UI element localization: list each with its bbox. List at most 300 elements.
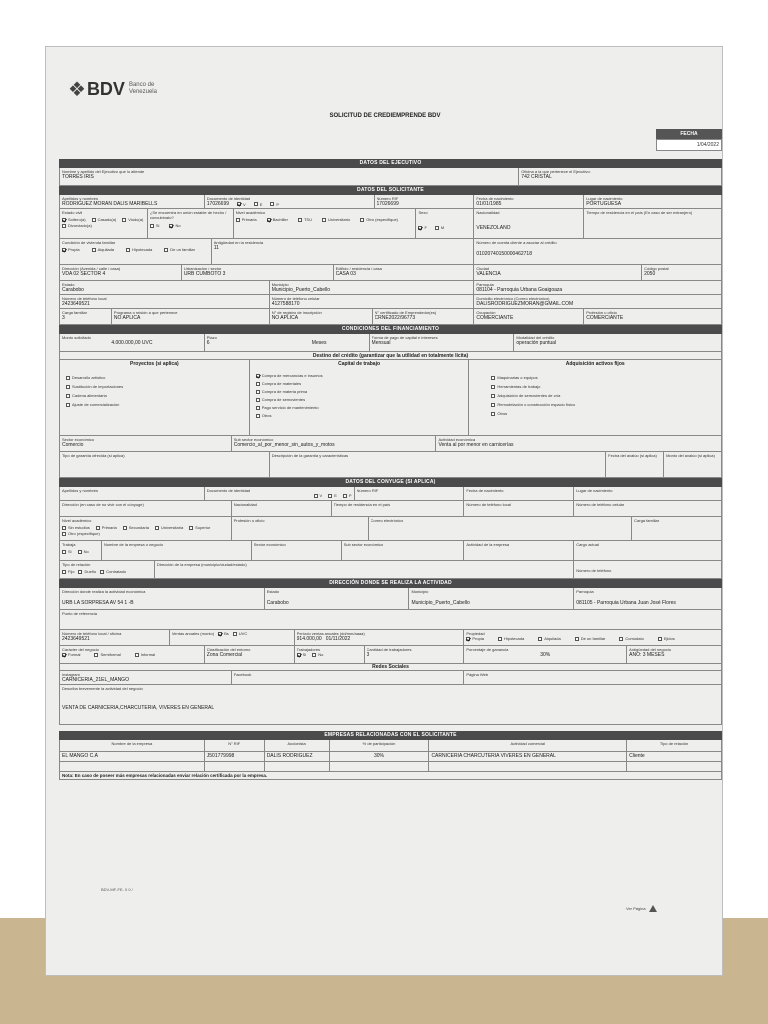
field-value: NO APLICA bbox=[271, 315, 299, 321]
table-cell[interactable] bbox=[265, 752, 330, 762]
conyuge-empresa-field[interactable] bbox=[102, 541, 252, 561]
field-value: DALISRODRIGUEZMORAN@GMAIL.COM bbox=[476, 301, 574, 307]
option-label: Primaria bbox=[241, 217, 257, 222]
conyuge-carga-field[interactable] bbox=[632, 517, 722, 541]
subsector-field[interactable] bbox=[232, 436, 437, 452]
option-label: No bbox=[318, 652, 324, 657]
field-value: Comercio bbox=[62, 442, 84, 448]
field-value: VDA 02 SECTOR 4 bbox=[62, 271, 106, 277]
field-label: Tipo de relación bbox=[62, 562, 91, 567]
field-label: Monto del avalúo (si aplica) bbox=[666, 453, 715, 458]
proyecto-option[interactable] bbox=[66, 384, 247, 389]
direccion-field[interactable] bbox=[60, 265, 182, 281]
field-value: Comercio_al_por_menor_sin_autos_y_motos bbox=[233, 442, 335, 448]
estado-field[interactable] bbox=[60, 281, 270, 295]
field-label: Fecha de nacimiento bbox=[466, 488, 504, 493]
urbanizacion-field[interactable] bbox=[182, 265, 334, 281]
propiedad-option[interactable] bbox=[658, 636, 675, 641]
field-value: VENTA DE CARNICERIA,CHARCUTERIA, VIVERES EN GENERAL bbox=[62, 705, 215, 711]
table-cell[interactable] bbox=[205, 762, 265, 772]
field-label: Número RIF bbox=[356, 488, 379, 493]
trabajadores-field[interactable] bbox=[295, 646, 365, 664]
table-cell[interactable] bbox=[627, 762, 722, 772]
table-cell[interactable] bbox=[627, 752, 722, 762]
ventas-option-bs[interactable] bbox=[218, 631, 229, 636]
facebook-field[interactable] bbox=[232, 671, 465, 685]
column-header bbox=[330, 740, 430, 752]
option-label: F bbox=[424, 225, 427, 230]
capital-title: Capital de trabajo bbox=[338, 361, 381, 367]
trabaja-option-no[interactable] bbox=[78, 549, 89, 554]
field-value: 3 bbox=[62, 315, 65, 321]
conyuge-nivel-option[interactable] bbox=[62, 525, 90, 530]
estado-civil-field[interactable] bbox=[60, 209, 148, 239]
field-label: Ventas anuales (monto) bbox=[171, 631, 215, 636]
column-header bbox=[205, 740, 265, 752]
capital-option[interactable] bbox=[256, 389, 467, 394]
solicitante-nac-lugar-field[interactable] bbox=[584, 195, 722, 209]
parroquia-field[interactable] bbox=[474, 281, 722, 295]
conyuge-doc-field[interactable] bbox=[205, 487, 355, 501]
caracter-option[interactable] bbox=[62, 652, 80, 657]
field-label: Sub sector económico bbox=[233, 437, 274, 442]
propiedad-option[interactable] bbox=[575, 636, 606, 641]
trabajadores-option-si[interactable] bbox=[297, 652, 307, 657]
option-label: Universitario bbox=[327, 217, 351, 222]
residencia-field[interactable] bbox=[584, 209, 722, 239]
conyuge-nivel-field[interactable] bbox=[60, 517, 232, 541]
field-label: Clasificación del entorno bbox=[206, 647, 251, 652]
nivel-academico-field[interactable] bbox=[234, 209, 417, 239]
section-conyuge: DATOS DEL CONYUGE (SI APLICA) bbox=[59, 478, 722, 487]
monto-avaluo-field[interactable] bbox=[664, 452, 722, 478]
caracter-option[interactable] bbox=[94, 652, 120, 657]
clasificacion-field[interactable] bbox=[205, 646, 295, 664]
checkbox-icon bbox=[66, 403, 70, 407]
field-label: Parroquia bbox=[476, 282, 494, 287]
conyuge-doc-option[interactable] bbox=[328, 493, 337, 498]
activo-option[interactable] bbox=[491, 411, 719, 416]
conyuge-relacion-field[interactable] bbox=[60, 561, 155, 579]
field-label: Nivel académico bbox=[235, 210, 266, 215]
modalidad-field[interactable] bbox=[514, 334, 722, 352]
option-label: Compra de mercancías e insumos bbox=[261, 373, 323, 378]
checkbox-icon bbox=[169, 224, 173, 228]
activo-option[interactable] bbox=[491, 393, 719, 398]
option-label: De un familiar bbox=[580, 636, 606, 641]
civil-option[interactable] bbox=[62, 223, 92, 228]
field-label: Estado civil bbox=[62, 210, 83, 215]
field-label: Carácter del negocio bbox=[62, 647, 99, 652]
checkbox-icon bbox=[322, 218, 326, 222]
checkbox-icon bbox=[122, 218, 126, 222]
sexo-option-f[interactable] bbox=[418, 225, 426, 230]
field-label: Actividad económica bbox=[438, 437, 476, 442]
checkbox-icon bbox=[96, 526, 100, 530]
field-value: 2050 bbox=[644, 271, 656, 277]
actividad-municipio-field[interactable] bbox=[409, 588, 574, 610]
punto-referencia-field[interactable] bbox=[60, 610, 722, 630]
sector-field[interactable] bbox=[60, 436, 232, 452]
option-label: Ajuste de comercialización bbox=[72, 402, 120, 407]
solicitante-nombres-field[interactable] bbox=[60, 195, 205, 209]
vivienda-option[interactable] bbox=[126, 247, 152, 252]
field-value: 4.000.000,00 UVC bbox=[111, 340, 153, 346]
field-label: Nombre de la empresa o negocio bbox=[103, 542, 164, 547]
table-cell[interactable] bbox=[330, 762, 430, 772]
email-field[interactable] bbox=[474, 295, 722, 309]
field-value: 11 bbox=[213, 245, 219, 251]
antiguedad-residencia-field[interactable] bbox=[212, 239, 475, 265]
sexo-field[interactable] bbox=[416, 209, 474, 239]
date-box bbox=[656, 129, 722, 151]
table-cell[interactable] bbox=[330, 752, 430, 762]
section-financiamiento: CONDICIONES DEL FINANCIAMIENTO bbox=[59, 325, 722, 334]
capital-option[interactable] bbox=[256, 413, 467, 418]
relacion-option[interactable] bbox=[78, 569, 96, 574]
warning-triangle-icon bbox=[649, 905, 657, 912]
table-row bbox=[59, 752, 722, 762]
option-label: Primaria bbox=[101, 525, 117, 530]
nacionalidad-field[interactable] bbox=[474, 209, 584, 239]
field-label: Antigüedad del negocio bbox=[629, 647, 671, 652]
activos-fijos-field[interactable] bbox=[469, 360, 722, 436]
conyuge-nombres-field[interactable] bbox=[60, 487, 205, 501]
field-label: Número de cuenta cliente a asociar al crédito bbox=[476, 240, 557, 245]
cell-text: J501779998 bbox=[206, 753, 235, 759]
option-label: Bs bbox=[224, 631, 229, 636]
form-body bbox=[59, 159, 722, 780]
option-label: Remodelación o construcción espacio físico bbox=[497, 402, 576, 407]
solicitante-nac-fecha-field[interactable] bbox=[474, 195, 584, 209]
conyuge-nacionalidad-field[interactable] bbox=[232, 501, 332, 517]
option-label: Hipotecada bbox=[503, 636, 525, 641]
fecha-avaluo-field[interactable] bbox=[606, 452, 664, 478]
actividad-telefono-field[interactable] bbox=[60, 630, 170, 646]
conyuge-dir-empresa-field[interactable] bbox=[155, 561, 574, 579]
field-value: COMERCIANTE bbox=[476, 315, 514, 321]
conyuge-trabaja-field[interactable] bbox=[60, 541, 102, 561]
redes-title bbox=[60, 664, 722, 671]
capital-option[interactable] bbox=[256, 405, 467, 410]
proyecto-option[interactable] bbox=[66, 402, 247, 407]
certificado-field[interactable] bbox=[373, 309, 475, 325]
field-label: Correo electrónico bbox=[370, 518, 404, 523]
activo-option[interactable] bbox=[491, 375, 719, 380]
capital-option[interactable] bbox=[256, 381, 467, 386]
proyectos-field[interactable] bbox=[60, 360, 250, 436]
vivienda-option[interactable] bbox=[92, 247, 114, 252]
checkbox-icon bbox=[256, 406, 260, 410]
ejecutivo-name-field[interactable] bbox=[60, 168, 519, 186]
field-label: Oficina a la que pertenece el Ejecutivo: bbox=[521, 169, 591, 174]
conyuge-profesion-field[interactable] bbox=[232, 517, 369, 541]
cuenta-field[interactable] bbox=[474, 239, 722, 265]
proyecto-option[interactable] bbox=[66, 375, 247, 380]
civil-option[interactable] bbox=[62, 217, 86, 222]
field-value: RODRIGUEZ MORAN DALIS MARIBELLS bbox=[62, 201, 158, 207]
telefono-celular-field[interactable] bbox=[270, 295, 475, 309]
propiedad-field[interactable] bbox=[464, 630, 722, 646]
ver-pagina-label: Ver Página bbox=[626, 906, 646, 911]
checkbox-icon bbox=[343, 494, 347, 498]
propiedad-option[interactable] bbox=[538, 636, 560, 641]
option-label: Propia bbox=[68, 247, 80, 252]
checkbox-icon bbox=[62, 550, 66, 554]
conyuge-tel-field[interactable] bbox=[574, 561, 722, 579]
option-label: Pago servicio de mantenimiento bbox=[261, 405, 319, 410]
conyuge-direccion-field[interactable] bbox=[60, 501, 232, 517]
capital-trabajo-field[interactable] bbox=[250, 360, 470, 436]
conyuge-sector-field[interactable] bbox=[252, 541, 342, 561]
field-label: Profesión u oficio bbox=[586, 310, 617, 315]
field-value: Carabobo bbox=[62, 287, 84, 293]
sexo-option-m[interactable] bbox=[435, 225, 444, 230]
field-label: Instagram bbox=[62, 672, 80, 677]
propiedad-option[interactable] bbox=[619, 636, 643, 641]
checkbox-icon bbox=[62, 570, 66, 574]
option-label: No bbox=[83, 549, 89, 554]
carga-familiar-field[interactable] bbox=[60, 309, 112, 325]
field-label: Número RIF bbox=[376, 196, 399, 201]
codigo-postal-field[interactable] bbox=[642, 265, 722, 281]
field-label: Monto solicitado bbox=[62, 335, 91, 340]
checkbox-icon bbox=[466, 637, 470, 641]
doc-option-p[interactable] bbox=[270, 202, 279, 207]
checkbox-icon bbox=[100, 570, 104, 574]
conyuge-email-field[interactable] bbox=[369, 517, 633, 541]
checkbox-icon bbox=[256, 390, 260, 394]
option-label: Desarrollo artístico bbox=[72, 375, 106, 380]
porcentaje-field[interactable] bbox=[464, 646, 627, 664]
table-cell[interactable] bbox=[429, 752, 627, 762]
section-actividad: DIRECCIÓN DONDE SE REALIZA LA ACTIVIDAD bbox=[59, 579, 722, 588]
conyuge-nac-fecha-field[interactable] bbox=[464, 487, 574, 501]
checkbox-icon bbox=[538, 637, 542, 641]
conyuge-cargo-field[interactable] bbox=[574, 541, 722, 561]
nivel-option[interactable] bbox=[267, 217, 288, 222]
field-label: Nivel académico bbox=[62, 518, 92, 523]
proyecto-option[interactable] bbox=[66, 393, 247, 398]
conyuge-actividad-field[interactable] bbox=[464, 541, 574, 561]
nivel-option[interactable] bbox=[322, 217, 350, 222]
checkbox-icon bbox=[267, 218, 271, 222]
vivienda-option[interactable] bbox=[164, 247, 195, 252]
telefono-local-field[interactable] bbox=[60, 295, 270, 309]
empresas-header-row bbox=[59, 740, 722, 752]
field-label: Trabaja bbox=[62, 542, 76, 547]
field-label: N° certificado de Emprendedor(es) bbox=[374, 310, 437, 315]
actividad-direccion-field[interactable] bbox=[60, 588, 265, 610]
doc-option-v[interactable] bbox=[237, 202, 246, 207]
field-label: Dirección (Avenida / calle / casa) bbox=[62, 266, 121, 271]
form-title: SOLICITUD DE CREDIEMPRENDE BDV bbox=[329, 113, 441, 119]
ciudad-field[interactable] bbox=[474, 265, 642, 281]
conyuge-subsector-field[interactable] bbox=[342, 541, 465, 561]
checkbox-icon bbox=[491, 376, 495, 380]
table-cell[interactable] bbox=[60, 762, 205, 772]
checkbox-icon bbox=[435, 226, 439, 230]
antiguedad-negocio-field[interactable] bbox=[627, 646, 722, 664]
table-cell[interactable] bbox=[265, 762, 330, 772]
actividad-field[interactable] bbox=[436, 436, 722, 452]
field-label: Parroquia bbox=[576, 589, 594, 594]
actividad-parroquia-field[interactable] bbox=[574, 588, 722, 610]
option-label: P bbox=[348, 493, 352, 498]
conyuge-nivel-option[interactable] bbox=[96, 525, 117, 530]
option-label: V bbox=[319, 493, 323, 498]
field-value: 6 bbox=[206, 340, 210, 346]
conyuge-residencia-field[interactable] bbox=[332, 501, 465, 517]
field-value: 2423649521 bbox=[62, 636, 90, 642]
propiedad-option[interactable] bbox=[466, 636, 484, 641]
activo-option[interactable] bbox=[491, 402, 719, 407]
union-option-no[interactable] bbox=[169, 223, 180, 228]
date-value[interactable]: 1/04/2022 bbox=[656, 139, 722, 151]
conyuge-doc-option[interactable] bbox=[314, 493, 323, 498]
conyuge-nac-lugar-field[interactable] bbox=[574, 487, 722, 501]
union-option-si[interactable] bbox=[150, 223, 160, 228]
option-label: TSU bbox=[303, 217, 312, 222]
option-label: Comodato bbox=[625, 636, 644, 641]
nivel-option[interactable] bbox=[360, 217, 398, 222]
field-label: Ocupación bbox=[476, 310, 496, 315]
profesion-field[interactable] bbox=[584, 309, 722, 325]
nivel-option[interactable] bbox=[236, 217, 257, 222]
form-code: BDV-MF-FE- 0 0 / bbox=[101, 887, 133, 892]
capital-option[interactable] bbox=[256, 373, 467, 378]
propiedad-option[interactable] bbox=[498, 636, 524, 641]
civil-option[interactable] bbox=[92, 217, 117, 222]
option-label: Formal bbox=[68, 652, 81, 657]
field-value: CARNICERIA_21EL_MANGO bbox=[62, 677, 129, 683]
conyuge-nivel-option[interactable] bbox=[123, 525, 149, 530]
option-label: UVC bbox=[238, 631, 248, 636]
conyuge-nivel-option[interactable] bbox=[155, 525, 183, 530]
ventas-option-uvc[interactable] bbox=[233, 631, 247, 636]
field-label: Número de teléfono local bbox=[466, 502, 511, 507]
trabajadores-option-no[interactable] bbox=[312, 652, 323, 657]
municipio-field[interactable] bbox=[270, 281, 475, 295]
nivel-option[interactable] bbox=[298, 217, 312, 222]
trabaja-option-si[interactable] bbox=[62, 549, 72, 554]
field-label: Nombre y apellido del Ejecutivo que lo atiende bbox=[62, 169, 145, 174]
vivienda-field[interactable] bbox=[60, 239, 212, 265]
field-label: Facebook bbox=[233, 672, 252, 677]
plazo-field[interactable] bbox=[205, 334, 370, 352]
field-label: Estado bbox=[62, 282, 75, 287]
option-label: Si bbox=[302, 652, 307, 657]
periodo-field[interactable] bbox=[295, 630, 465, 646]
monto-field[interactable] bbox=[60, 334, 205, 352]
caracter-option[interactable] bbox=[135, 652, 155, 657]
pagina-web-field[interactable] bbox=[464, 671, 722, 685]
union-estable-field[interactable] bbox=[148, 209, 234, 239]
cell-text: CARNICERIA CHARCUTERIA VIVERES EN GENERAL bbox=[431, 753, 556, 759]
conyuge-doc-option[interactable] bbox=[343, 493, 352, 498]
option-label: Superior bbox=[195, 525, 211, 530]
field-label: Tiempo de residencia en el país (En caso de ser extranjero) bbox=[586, 210, 693, 215]
table-cell[interactable] bbox=[60, 752, 205, 762]
vivienda-option[interactable] bbox=[62, 247, 80, 252]
conyuge-tel-cel-field[interactable] bbox=[574, 501, 722, 517]
actividad-estado-field[interactable] bbox=[265, 588, 410, 610]
solicitante-rif-field[interactable] bbox=[375, 195, 475, 209]
field-label: Fecha de nacimiento bbox=[476, 196, 514, 201]
checkbox-icon bbox=[62, 532, 66, 536]
checkbox-icon bbox=[270, 202, 274, 206]
field-label: Nacionalidad bbox=[476, 210, 500, 215]
doc-option-e[interactable] bbox=[254, 202, 263, 207]
field-label: Sector económico bbox=[62, 437, 95, 442]
civil-option[interactable] bbox=[122, 217, 143, 222]
column-header bbox=[627, 740, 722, 752]
checkbox-icon bbox=[254, 202, 258, 206]
descripcion-actividad-field[interactable] bbox=[60, 685, 722, 725]
caracter-field[interactable] bbox=[60, 646, 205, 664]
capital-option[interactable] bbox=[256, 397, 467, 402]
table-cell[interactable] bbox=[205, 752, 265, 762]
option-label: Propia bbox=[472, 636, 484, 641]
conyuge-nivel-option[interactable] bbox=[62, 531, 100, 536]
table-cell[interactable] bbox=[429, 762, 627, 772]
forma-pago-field[interactable] bbox=[370, 334, 515, 352]
bank-subtitle: Banco de Venezuela bbox=[128, 82, 157, 95]
activo-option[interactable] bbox=[491, 384, 719, 389]
checkbox-icon bbox=[78, 550, 82, 554]
option-label: Alquilada bbox=[97, 247, 115, 252]
cantidad-trabajadores-field[interactable] bbox=[365, 646, 465, 664]
conyuge-tel-local-field[interactable] bbox=[464, 501, 574, 517]
field-label: ¿Se encuentra en unión estable de hecho / concubinato? bbox=[149, 210, 227, 220]
checkbox-icon bbox=[237, 202, 241, 206]
option-label: Si bbox=[155, 223, 160, 228]
checkbox-icon bbox=[189, 526, 193, 530]
field-label: Sexo bbox=[418, 210, 428, 215]
relacion-option[interactable] bbox=[62, 569, 74, 574]
conyuge-rif-field[interactable] bbox=[355, 487, 465, 501]
field-label: Cantidad de trabajadores bbox=[366, 647, 412, 652]
edificio-field[interactable] bbox=[334, 265, 475, 281]
field-value: 17026699 bbox=[376, 201, 399, 207]
header-text: Actividad comercial bbox=[510, 741, 546, 746]
ocupacion-field[interactable] bbox=[474, 309, 584, 325]
conyuge-nivel-option[interactable] bbox=[189, 525, 210, 530]
option-label: Dueño bbox=[84, 569, 97, 574]
option-label: Viudo(a) bbox=[128, 217, 144, 222]
option-label: Bachiller bbox=[272, 217, 288, 222]
field-label: Estado bbox=[266, 589, 280, 594]
programa-field[interactable] bbox=[112, 309, 270, 325]
field-label: Página Web bbox=[466, 672, 489, 677]
garantia-field[interactable] bbox=[60, 452, 270, 478]
option-label: E bbox=[334, 493, 337, 498]
field-label: Número de teléfono celular bbox=[271, 296, 320, 301]
instagram-field[interactable] bbox=[60, 671, 232, 685]
solicitante-doc-field[interactable] bbox=[205, 195, 375, 209]
ventas-field[interactable] bbox=[170, 630, 295, 646]
option-label: P bbox=[276, 201, 280, 207]
checkbox-icon bbox=[92, 218, 96, 222]
checkbox-icon bbox=[360, 218, 364, 222]
relacion-option[interactable] bbox=[100, 569, 126, 574]
garantia-descripcion-field[interactable] bbox=[270, 452, 606, 478]
field-label: Municipio bbox=[271, 282, 289, 287]
ejecutivo-office-field[interactable] bbox=[519, 168, 722, 186]
field-value: VALENCIA bbox=[476, 271, 501, 277]
registro-field[interactable] bbox=[270, 309, 373, 325]
cell-text: DALIS RODRIGUEZ bbox=[266, 753, 313, 759]
